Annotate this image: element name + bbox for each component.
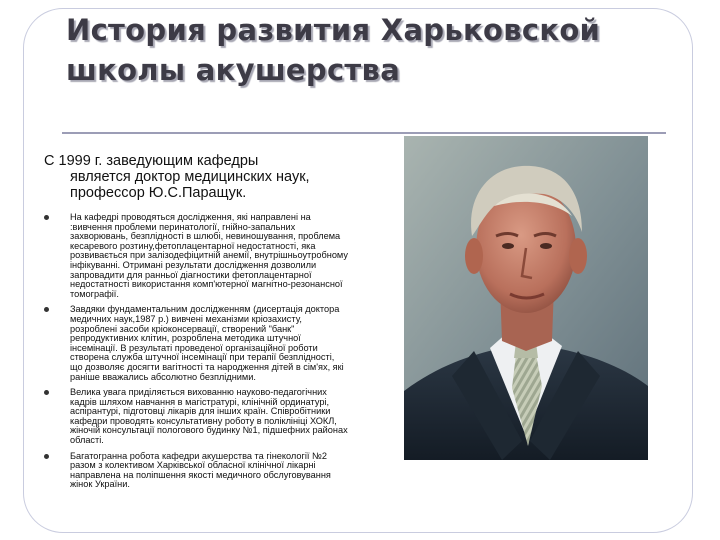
bullet-item <box>44 452 349 490</box>
bullet-text: На кафедрі проводяться дослідження, які направлені на :вивчення проблеми перинатології, гнійно-запальних захворювань, безплідності в шлюбі, невиношування, проблема кесаревого розтину,фетоплацентарної недостатності, яка розвивається при залізодефіцитній анемії, внутрішньоутробному інфікуванні. Отримані результати дослідження дозволили запровадити для ранньої діагностики фетоплацентарної недостатності використання комп'ютерної магнітно-резонансної томографії. <box>70 212 348 299</box>
slide-title: История развития Харьковской школы акушерства <box>66 13 601 87</box>
bullet-text: Багатогранна робота кафедри акушерства та гінекології №2 разом з колективом Харківської обласної клінічної лікарні направлена на поліпшення якості медичного обслуговування жінок України. <box>70 450 331 490</box>
bullet-list <box>44 213 349 490</box>
bullet-dot-icon <box>44 215 49 220</box>
bullet-text: Велика увага приділяється вихованню науково-педагогічних кадрів шляхом навчання в магістратурі, клінічній ординатурі, аспірантурі, підготовці лікарів для інших країн. Співробітники кафедри проводять консультативну роботу в поліклініці ХОКЛ, жіночій консультації пологового будинку №1, підшефних районах області. <box>70 387 348 446</box>
bullet-item <box>44 305 349 382</box>
portrait-illustration <box>404 136 648 460</box>
bullet-dot-icon <box>44 454 49 459</box>
bullet-item <box>44 213 349 299</box>
lead-line-2: является доктор медицинских наук, профессор Ю.С.Паращук. <box>70 169 310 201</box>
bullet-item <box>44 388 349 446</box>
bullet-dot-icon <box>44 390 49 395</box>
bullet-dot-icon <box>44 307 49 312</box>
bullet-text: Завдяки фундаментальним дослідженням (дисертація доктора медичних наук,1987 р.) вивчені механізми кріозахисту, розроблені засоби кріоконсервації, створений "банк" репродуктивних клітин, розроблена методика штучної інсемінації. В результаті проведеної організаційної роботи створена служба штучної інсемінації при терапії безплідності, що дозволяє досягти вагітності та народження дітей в сім'ях, які раніше вважались абсолютно безплідними. <box>70 304 344 382</box>
professor-portrait-photo <box>404 136 648 460</box>
lead-line-1: С 1999 г. заведующим кафедры <box>44 153 259 169</box>
lead-paragraph <box>44 153 344 201</box>
title-divider <box>62 132 666 134</box>
